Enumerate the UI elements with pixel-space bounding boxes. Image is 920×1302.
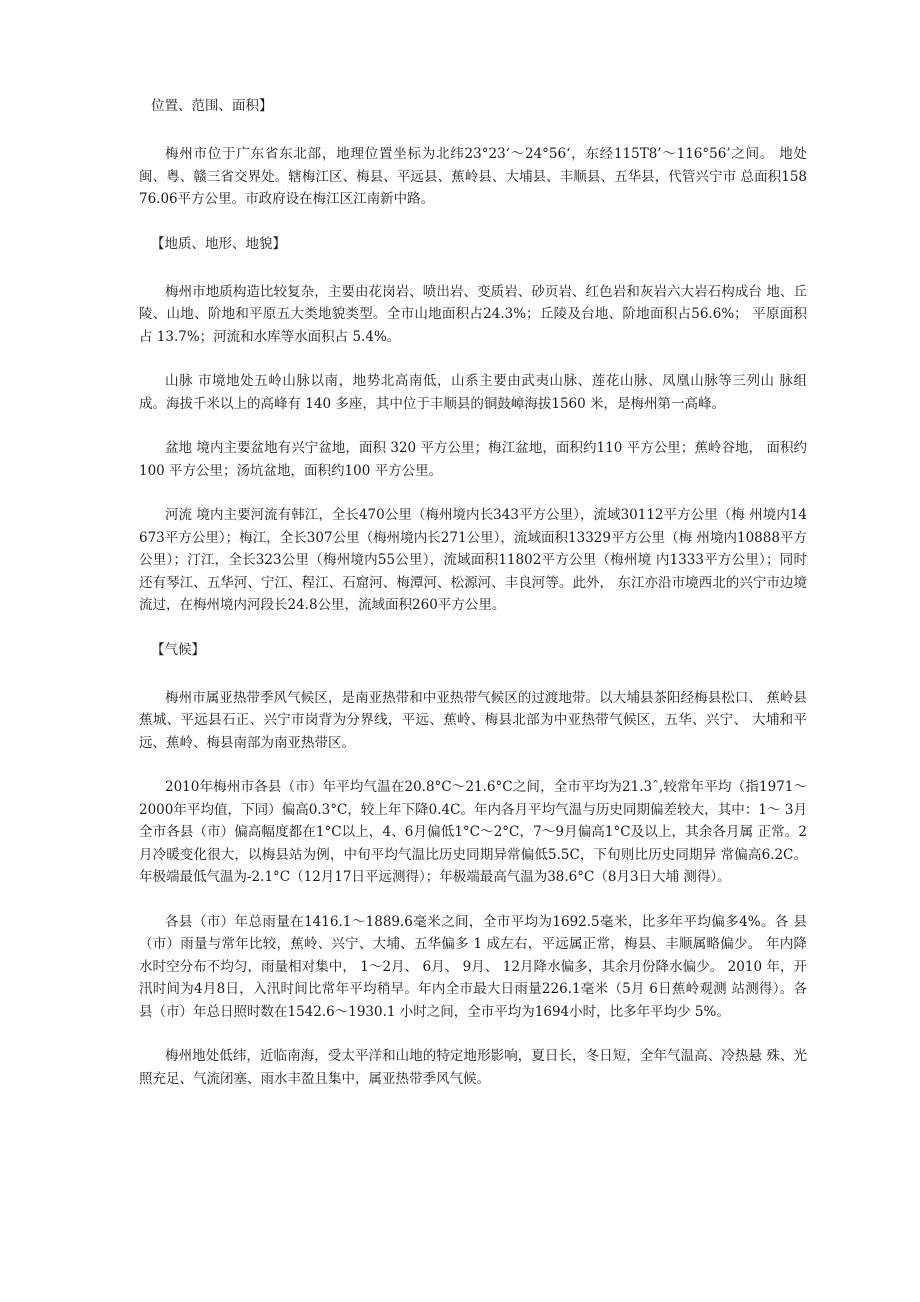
paragraph-rainfall: 各县（市）年总雨量在1416.1〜1889.6毫米之间，全市平均为1692.5毫米，比多年平均偏多4%。各 县（市）雨量与常年比较，蕉岭、兴宁、大埔、五华偏多 1 成左右，平远属正常，梅县、丰顺属略偏少。 年内降水时空分布不均匀，雨量相对集中， 1〜2月、 6月、 9月、 12月降水偏多，其余月份降水偏少。 2010 年，开汛时间为4月8日，入汛时间比常年平均稍早。年内全市最大日雨量226.1毫米（5月 6日蕉岭观测 站测得）。各县（市）年总日照时数在1542.6〜1930.1 小时之间，全市平均为1694小时，比多年平均少 5%。 [139, 913, 807, 1020]
paragraph-mountains: 山脉 市境地处五岭山脉以南，地势北高南低，山系主要由武夷山脉、莲花山脉、凤凰山脉等三列山 脉组成。海拔千米以上的高峰有 140 多座，其中位于丰顺县的铜鼓嶂海拔1560 米，是梅州第一高峰。 [139, 373, 807, 412]
paragraph-location: 梅州市位于广东省东北部，地理位置坐标为北纬23°23‘〜24°56‘，东经115T8’〜116°56’之间。 地处闽、粤、赣三省交界处。辖梅江区、梅县、平远县、蕉岭县、大埔县、丰顺县、五华县，代管兴宁市 总面积15876.06平方公里。市政府设在梅江区江南新中路。 [139, 146, 807, 207]
section-heading-climate: 【气候】 [151, 641, 205, 658]
section-heading-geology: 【地质、地形、地貌】 [151, 235, 286, 252]
paragraph-temperature: 2010年梅州市各县（市）年平均气温在20.8°C〜21.6°C之间，全市平均为21.3ˆ,较常年平均（指1971〜 2000年平均值，下同）偏高0.3°C，较上年下降0.4C。年内各月平均气温与历史同期偏差较大，其中：1〜 3月全市各县（市）偏高幅度都在1°C以上，4、6月偏低1°C〜2°C，7〜9月偏高1°C及以上，其余各月属 正常。2月冷暖变化很大，以梅县站为例，中旬平均气温比历史同期异常偏低5.5C，下旬则比历史同期异 常偏高6.2C。年极端最低气温为-2.1°C（12月17日平远测得）；年极端最高气温为38.6°C（8月3日大埔 测得）。 [139, 779, 807, 885]
paragraph-climate-summary: 梅州地处低纬，近临南海，受太平洋和山地的特定地形影响，夏日长，冬日短，全年气温高、冷热悬 殊、光照充足、气流闭塞、雨水丰盈且集中，属亚热带季风气候。 [139, 1048, 807, 1087]
document-page [139, 95, 807, 1090]
section-heading-location: 位置、范围、面积】 [151, 98, 273, 114]
paragraph-basins: 盆地 境内主要盆地有兴宁盆地，面积 320 平方公里；梅江盆地，面积约110 平方公里；蕉岭谷地， 面积约100 平方公里；汤坑盆地，面积约100 平方公里。 [139, 440, 807, 479]
paragraph-climate-zones: 梅州市属亚热带季风气候区，是南亚热带和中亚热带气候区的过渡地带。以大埔县茶阳经梅县松口、 蕉岭县蕉城、平远县石正、兴宁市岗背为分界线，平远、蕉岭、梅县北部为中亚热带气候区，五华、兴宁、 大埔和平远、蕉岭、梅县南部为南亚热带区。 [139, 689, 807, 751]
paragraph-rivers: 河流 境内主要河流有韩江，全长470公里（梅州境内长343平方公里），流域30112平方公里（梅 州境内14673平方公里）；梅江，全长307公里（梅州境内长271公里），流域面积13329平方公里（梅 州境内10888平方公里）；汀江，全长323公里（梅州境内55公里），流域面积11802平方公里（梅州境 内1333平方公里）；同时还有琴江、五华河、宁江、程江、石窟河、梅潭河、松源河、丰良河等。此外， 东江亦沿市境西北的兴宁市边境流过，在梅州境内河段长24.8公里，流域面积260平方公里。 [139, 507, 807, 613]
paragraph-geology: 梅州市地质构造比较复杂，主要由花岗岩、喷出岩、变质岩、砂页岩、红色岩和灰岩六大岩石构成台 地、丘陵、山地、阶地和平原五大类地貌类型。全市山地面积占24.3%；丘陵及台地、阶地面积占56.6%； 平原面积占 13.7%；河流和水库等水面积占 5.4%。 [139, 283, 807, 345]
